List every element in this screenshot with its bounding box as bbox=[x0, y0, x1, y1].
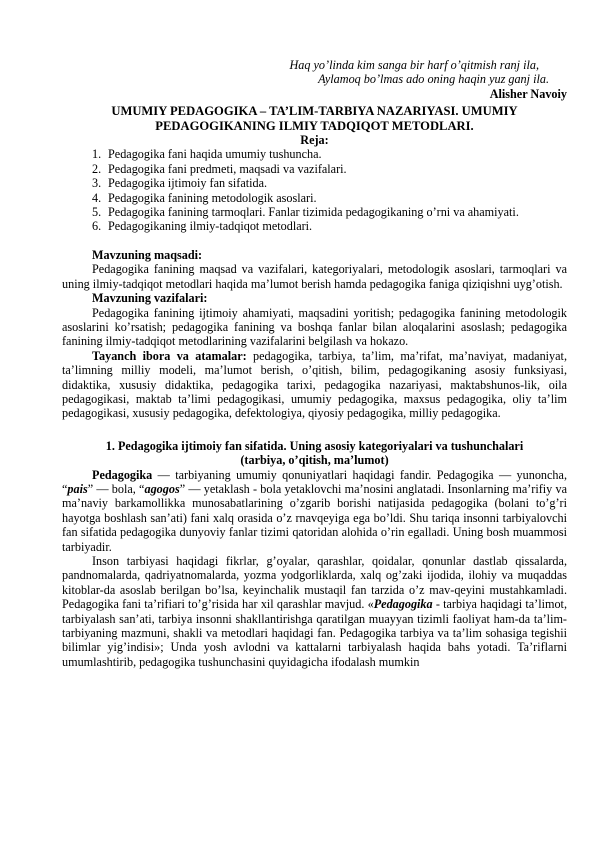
term-agogos: agogos bbox=[144, 481, 180, 496]
plan-item bbox=[62, 205, 567, 219]
term-pais: pais bbox=[67, 481, 88, 496]
plan-item-text: Pedagogika ijtimoiy fan sifatida. bbox=[108, 176, 268, 191]
plan-item-text: Pedagogika fani haqida umumiy tushuncha. bbox=[108, 147, 322, 162]
spacer bbox=[62, 234, 567, 248]
plan-list bbox=[62, 147, 567, 233]
plan-item bbox=[62, 162, 567, 176]
paragraph-text: — tarbiyaning umumiy qonuniyatlari haqidagi fandir. Pedagogika — yunoncha, “ bbox=[62, 467, 567, 496]
plan-item-number: 1. bbox=[92, 147, 102, 162]
plan-item-text: Pedagogikaning ilmiy-tadqiqot metodlari. bbox=[108, 219, 313, 234]
plan-item-text: Pedagogika fanining tarmoqlari. Fanlar tizimida pedagogikaning o’rni va ahamiyati. bbox=[108, 205, 519, 220]
plan-item bbox=[62, 219, 567, 233]
section-heading: 1. Pedagogika ijtimoiy fan sifatida. Uning asosiy kategoriyalari va tushunchalari (tarbiya, o’qitish, ma’lumot) bbox=[105, 438, 524, 468]
plan-heading: Reja: bbox=[300, 133, 329, 148]
section-paragraph-1 bbox=[62, 468, 567, 554]
plan-item-number: 3. bbox=[92, 176, 102, 191]
term-pedagogika-italic: Pedagogika bbox=[373, 597, 433, 612]
spacer bbox=[62, 421, 567, 435]
goal-heading: Mavzuning maqsadi: bbox=[92, 247, 203, 262]
paragraph-text: ” — bola, “ bbox=[87, 481, 145, 496]
plan-item-number: 5. bbox=[92, 205, 102, 220]
keywords-label: Tayanch ibora va atamalar: bbox=[92, 348, 247, 363]
keywords-text: pedagogika, tarbiya, ta’lim, ma’rifat, ma’naviyat, madaniyat, ta’limning milliy modeli, ma’lumot berish, o’qitish, bilim, pedagogikaning asosiy funksiyasi, didaktika, xususiy didaktika, pedagogika tarixi, pedagogika nazariyasi, maktabshunos-lik, oila pedagogikasi, maktab ta’limi pedagogikasi, umumiy pedagogika, maxsus pedagogika, oliy ta’lim pedagogikasi, xususiy pedagogika, defektologiya, qiyosiy pedagogika, milliy pedagogika. bbox=[62, 348, 567, 421]
plan-item bbox=[62, 176, 567, 190]
tasks-heading: Mavzuning vazifalari: bbox=[92, 291, 208, 306]
paragraph-text: ” — yetaklash - bola yetaklovchi ma’nosini anglatadi. Insonlarning ma’rifiy va ma’naviy barkamollikka munosabatlarining o’zgarib borishi natijasida pedagogika (bolani to’g’ri hayotga boshlash san’ati) fani xalq orasida o’z rnavqeyiga ega bo’ldi. Shu tariqa insonni tarbiyalovchi fan sifatida pedagogika dunyoviy fanlar tizimi qatoridan alohida o’rin egalladi. Uning bosh muammosi tarbiyadir. bbox=[62, 481, 568, 554]
plan-item-number: 4. bbox=[92, 190, 102, 205]
document-title: UMUMIY PEDAGOGIKA – TA’LIM-TARBIYA NAZARIYASI. UMUMIY PEDAGOGIKANING ILMIY TADQIQOT METODLARI. bbox=[111, 104, 518, 133]
plan-item bbox=[62, 147, 567, 161]
epigraph-author: Alisher Navoiy bbox=[489, 86, 567, 101]
plan-item-text: Pedagogika fani predmeti, maqsadi va vazifalari. bbox=[108, 161, 347, 176]
plan-item-number: 6. bbox=[92, 219, 102, 234]
goal-text: Pedagogika fanining maqsad va vazifalari, kategoriyalari, metodologik asoslari, tarmoqlari va uning ilmiy-tadqiqot metodlari haqida ma’lumot berish hamda pedagogika faniga qiziqishni uyg’otish. bbox=[62, 262, 567, 291]
epigraph bbox=[62, 58, 567, 101]
plan-item bbox=[62, 191, 567, 205]
keywords-paragraph bbox=[62, 349, 567, 421]
epigraph-line-1: Haq yo’linda kim sanga bir harf o’qitmish ranj ila, bbox=[289, 58, 539, 72]
paragraph-text: Inson tarbiyasi haqidagi fikrlar, g’oyalar, qarashlar, qoidalar, qonunlar dastlab qissalarda, pandnomalarda, qadriyatnomalarda, yozma yodgorliklarda, xalq og’zaki ijodida, ilohiy va muqaddas kitoblar-da asoslab berilgan bo’lsa, keyinchalik mustaqil fan tarzida o’z mav-qeyini mustahkamladi. Pedagogika fani ta’rifiari to’g’risida har xil qarashlar mavjud. « bbox=[62, 554, 567, 612]
plan-item-text: Pedagogika fanining metodologik asoslari. bbox=[108, 190, 317, 205]
document-page bbox=[62, 58, 567, 669]
plan-item-number: 2. bbox=[92, 161, 102, 176]
tasks-text: Pedagogika fanining ijtimoiy ahamiyati, maqsadini yoritish; pedagogika fanining metodologik asoslarini ko’rsatish; pedagogika fanining va boshqa fanlar bilan aloqalarini asoslash; pedagogika fanining ilmiy-tadqiqot metodlarining vazifalarini belgilash va hokazo. bbox=[62, 305, 567, 349]
paragraph-text: - tarbiya haqidagi ta’limot, tarbiyalash san’ati, tarbiya insonni shakllantirishga qaratilgan muayyan tizimli faoliyat ham-da ta’lim-tarbiyaning mazmuni, shakli va metodlari haqidagi fan. Pedagogika tarbiya va ta’lim sohasiga tegishii bilimlar yig’indisi»; Unda yosh avlodni va kattalarni tarbiyalash haqida bahs yotadi. Ta’riflarni umumlashtirib, pedagogika tushunchasini quyidagicha ifodalash mumkin bbox=[62, 597, 567, 669]
term-pedagogika: Pedagogika bbox=[92, 467, 153, 482]
section-paragraph-2 bbox=[62, 554, 567, 669]
epigraph-line-2: Aylamoq bo’lmas ado oning haqin yuz ganj ila. bbox=[318, 72, 549, 87]
